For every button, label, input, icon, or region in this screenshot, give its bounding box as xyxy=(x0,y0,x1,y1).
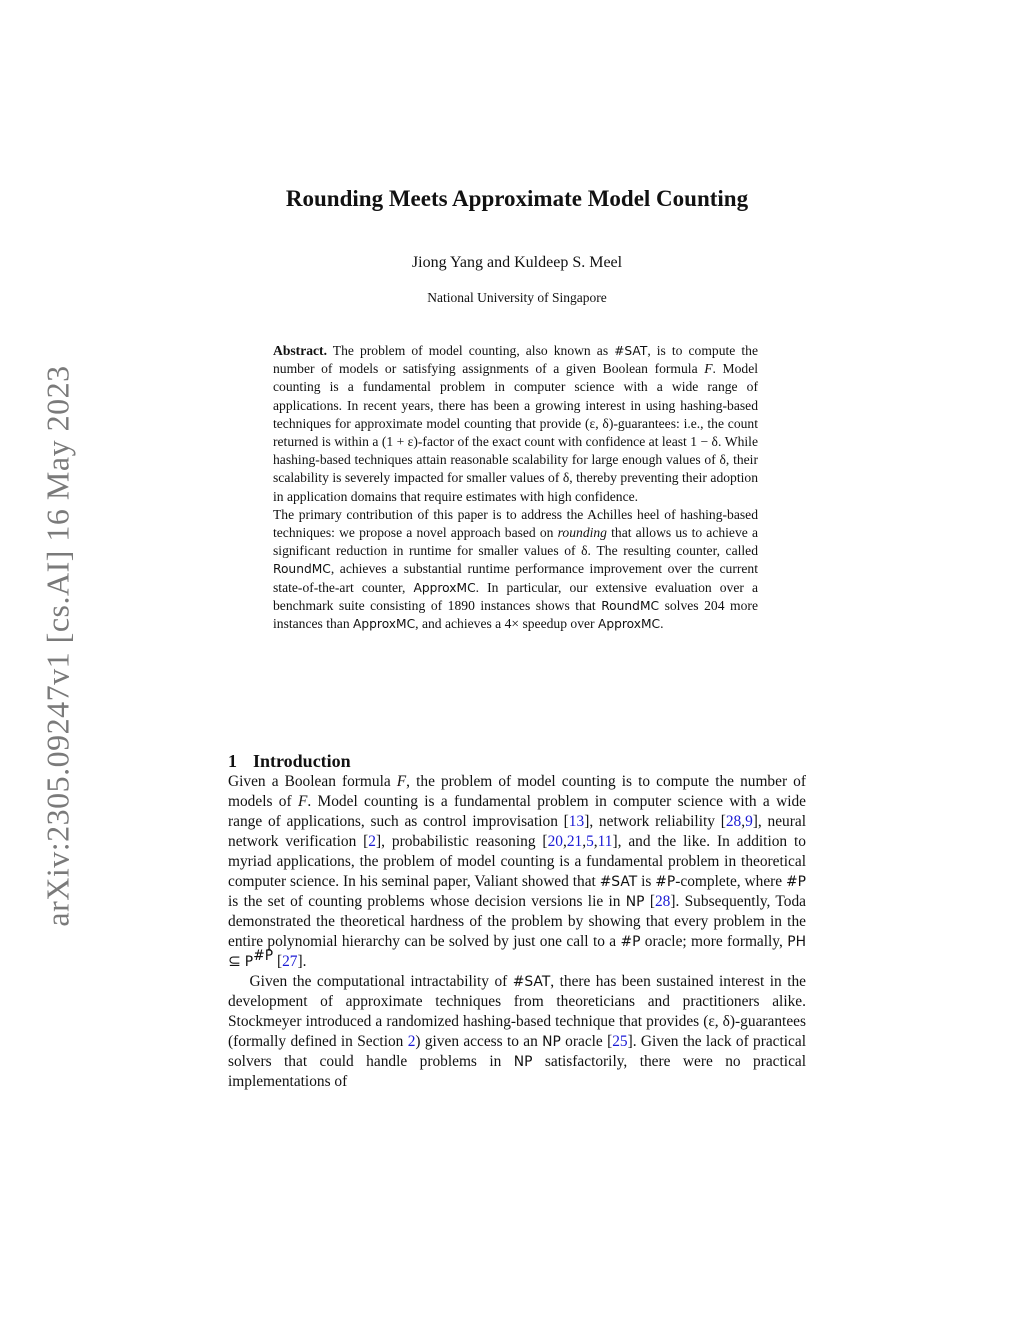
body-text: , there has been sustained interest in the development of approximate techniques from theoreticians and practitioners alike. Stockmeyer introduced a randomized hashing-based technique that provides (ε, δ)-guarantees (formally defined in Section xyxy=(228,973,807,1050)
body-text: , xyxy=(562,833,567,850)
sat-term: #SAT xyxy=(614,344,648,358)
body-text: ], and the like. In addition to myriad applications, the problem of model counting is a fundamental problem in theoretical computer science. In his seminal paper, Valiant showed that xyxy=(228,833,806,890)
abstract-text: . xyxy=(660,616,664,632)
section-number: 1 xyxy=(228,750,237,771)
body-text: oracle; more formally, xyxy=(640,933,788,950)
ph-term: PH xyxy=(787,934,806,950)
roundmc-term: RoundMC xyxy=(601,598,660,613)
body-text: ]. Given the lack of practical solvers that could handle problems in xyxy=(228,1033,807,1070)
abstract-text: solves 204 more instances than xyxy=(273,597,758,632)
body-text: is the set of counting problems whose decision versions lie in xyxy=(228,893,626,910)
intro-paragraph-2 xyxy=(228,972,806,1092)
citation-link[interactable]: 13 xyxy=(568,813,585,830)
body-text: ]. Subsequently, Toda demonstrated the theoretical hardness of the problem by showing that every problem in the entire polynomial hierarchy can be solved by just one call to a xyxy=(228,893,806,950)
abstract-paragraph-1 xyxy=(273,342,758,506)
body-text: ], network reliability [ xyxy=(584,813,726,830)
abstract-paragraph-2 xyxy=(273,506,758,633)
body-text: [ xyxy=(273,953,283,970)
body-text: ], probabilistic reasoning [ xyxy=(376,833,548,850)
abstract-text: that allows us to achieve a significant reduction in runtime for smaller values of δ. The resulting counter, called xyxy=(273,525,758,559)
formula-var: F xyxy=(396,773,407,790)
sharp-p-superscript: #P xyxy=(253,947,274,964)
roundmc-term: RoundMC xyxy=(273,562,331,577)
body-text: [ xyxy=(644,893,655,910)
body-text: , xyxy=(582,833,587,850)
abstract-text: , achieves a substantial runtime performance improvement over the current state-of-the-art counter, xyxy=(273,561,758,595)
body-text: -complete, where xyxy=(675,873,787,890)
body-text: Given a Boolean formula xyxy=(228,773,397,790)
rounding-term: rounding xyxy=(557,525,607,541)
abstract-text: . Model counting is a fundamental problem in computer science with a wide range of applications. In recent years, there has been a growing interest in using hashing-based techniques for approximate model counting that provide (ε, δ)-guarantees: i.e., the count returned is within a (1 + ε)-factor of the exact count with confidence at least 1 − δ. While hashing-based techniques attain reasonable scalability for large enough values of δ, their scalability is severely impacted for smaller values of δ, thereby preventing their adoption in application domains that require estimates with high confidence. xyxy=(273,361,759,504)
abstract-text: The problem of model counting, also known as xyxy=(326,343,615,358)
approxmc-term: ApproxMC xyxy=(353,617,416,632)
sharp-p-term: #P xyxy=(786,874,806,890)
citation-link[interactable]: 20 xyxy=(547,833,563,850)
body-text: , xyxy=(593,833,598,850)
sharp-p-term: #P xyxy=(620,934,641,950)
abstract-text: . In particular, our extensive evaluation over a benchmark suite consisting of 1890 instances shows that xyxy=(273,579,759,613)
section-title: Introduction xyxy=(253,750,351,771)
body-text: oracle [ xyxy=(560,1033,613,1050)
citation-link[interactable]: 9 xyxy=(745,813,753,830)
citation-link[interactable]: 5 xyxy=(586,833,594,850)
p-term: P xyxy=(244,954,254,970)
intro-paragraph-1 xyxy=(228,772,806,972)
body-text: , the problem of model counting is to compute the number of models of xyxy=(228,773,806,810)
arxiv-identifier[interactable]: arXiv:2305.09247v1 [cs.AI] 16 May 2023 xyxy=(39,365,76,927)
citation-link[interactable]: 25 xyxy=(612,1033,628,1050)
approxmc-term: ApproxMC xyxy=(597,617,661,632)
abstract-text: , and achieves a 4× speedup over xyxy=(415,616,598,632)
citation-link[interactable]: 27 xyxy=(282,953,298,970)
approxmc-term: ApproxMC xyxy=(413,580,476,595)
body-text: , xyxy=(741,813,746,830)
abstract-label: Abstract. xyxy=(273,343,327,358)
body-text: Given the computational intractability of xyxy=(249,973,513,990)
citation-link[interactable]: 21 xyxy=(566,833,583,850)
np-term: NP xyxy=(542,1034,561,1050)
np-term: NP xyxy=(625,894,645,910)
section-heading xyxy=(228,751,351,772)
section-link[interactable]: 2 xyxy=(407,1033,416,1050)
citation-link[interactable]: 28 xyxy=(654,893,671,910)
citation-link[interactable]: 2 xyxy=(368,833,376,850)
formula-var: F xyxy=(297,793,308,810)
abstract-text: , is to compute the number of models or satisfying assignments of a given Boolean formula xyxy=(273,343,758,377)
np-term: NP xyxy=(513,1054,533,1070)
formula-var: F xyxy=(704,361,713,377)
body-text: ) given access to an xyxy=(415,1033,543,1050)
introduction-body xyxy=(228,772,806,1092)
paper-title: Rounding Meets Approximate Model Counting xyxy=(285,186,749,211)
citation-link[interactable]: 11 xyxy=(597,833,613,850)
body-text: . Model counting is a fundamental problem in computer science with a wide range of applications, such as control improvisation [ xyxy=(228,793,807,830)
body-text: ], neural network verification [ xyxy=(228,813,806,850)
body-text: ]. xyxy=(297,953,307,970)
citation-link[interactable]: 28 xyxy=(725,813,742,830)
body-text: satisfactorily, there were no practical implementations of xyxy=(228,1053,807,1090)
paper-affiliation: National University of Singapore xyxy=(427,290,607,305)
paper-authors: Jiong Yang and Kuldeep S. Meel xyxy=(411,254,623,271)
sat-term: #SAT xyxy=(599,874,638,890)
body-text: is xyxy=(637,873,656,890)
abstract-text: The primary contribution of this paper is to address the Achilles heel of hashing-based techniques: we propose a novel approach based on xyxy=(273,506,758,541)
subseteq-symbol: ⊆ xyxy=(228,953,245,970)
sharp-p-term: #P xyxy=(655,874,676,890)
sat-term: #SAT xyxy=(512,974,551,990)
abstract xyxy=(273,342,758,633)
